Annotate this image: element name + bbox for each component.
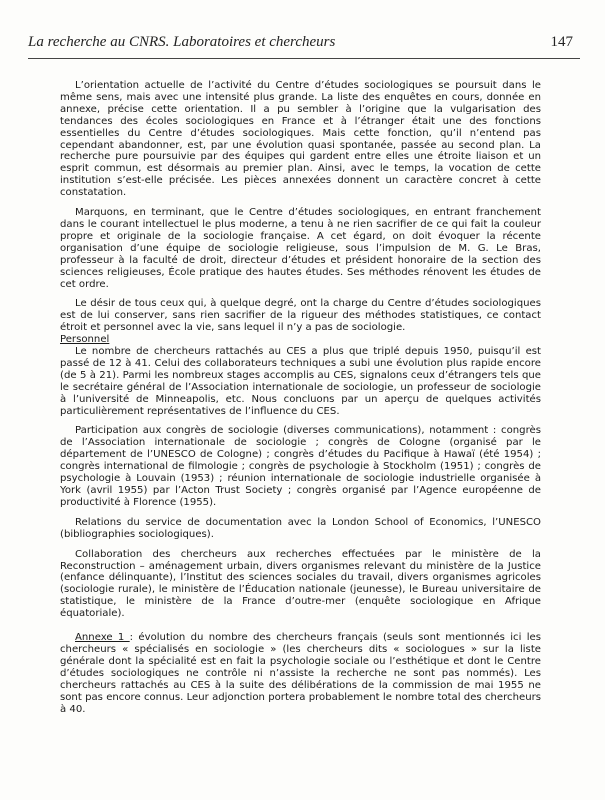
running-title: La recherche au CNRS. Laboratoires et chercheurs (28, 34, 336, 50)
annex-label: Annexe 1 (75, 632, 130, 644)
page-number: 147 (550, 34, 573, 50)
body-text (60, 80, 541, 715)
paragraph-collaboration: Collaboration des chercheurs aux recherches effectuées par le ministère de la Reconstruction – aménagement urbain, divers organismes relevant du ministère de la Justice (enfance délinquante), l’Institut des sciences sociales du travail, divers organismes agricoles (sociologie rurale), le ministère de l’Éducation nationale (jeunesse), le Bureau universitaire de statistique, le ministère de la France d’outre-mer (enquête sociologique en Afrique équatoriale). (60, 548, 541, 620)
paragraph-conclusion: Marquons, en terminant, que le Centre d’études sociologiques, en entrant franchement dans le courant intellectuel le plus moderne, a tenu à ne rien sacrifier de ce qui fait la couleur propre et originale de la sociologie française. A cet égard, on doit évoquer la récente organisation d’une équipe de sociologie religieuse, sous l’impulsion de M. G. Le Bras, professeur à la faculté de droit, directeur d’études et président honoraire de la section des sciences religieuses, École pratique des hautes études. Ses méthodes rénovent les études de cet ordre. (60, 207, 541, 290)
paragraph-orientation: L’orientation actuelle de l’activité du Centre d’études sociologiques se poursuit dans le même sens, mais avec une intensité plus grande. La liste des enquêtes en cours, donnée en annexe, précise cette orientation. Il a pu sembler à l’origine que la vulgarisation des tendances des écoles sociologiques en France et à l’étranger était une des fonctions essentielles du Centre d’études sociologiques. Mais cette fonction, qu’il n’entend pas cependant abandonner, est, par une évolution quasi spontanée, passée au second plan. La recherche pure poursuivie par des équipes qui gardent entre elles une étroite liaison et un esprit commun, est désormais au premier plan. Ainsi, avec le temps, la vocation de cette institution s’est-elle précisée. Les pièces annexées donnent un caractère concret à cette constatation. (60, 80, 541, 199)
paragraph-personnel: Le nombre de chercheurs rattachés au CES a plus que triplé depuis 1950, puisqu’il est passé de 12 à 41. Celui des collaborateurs techniques a subi une évolution plus rapide encore (de 5 à 21). Parmi les nombreux stages accomplis au CES, signalons ceux d’étrangers tels que le secrétaire général de l’Association internationale de sociologie, un professeur de sociologie à l’université de Minneapolis, etc. Nous concluons par un aperçu de quelques activités particulièrement représentatives de l’influence du CES. (60, 346, 541, 417)
paragraph-desire: Le désir de tous ceux qui, à quelque degré, ont la charge du Centre d’études sociologiques est de lui conserver, sans rien sacrifier de la rigueur des méthodes statistiques, ce contact étroit et personnel avec la vie, sans lequel il n’y a pas de sociologie. (60, 298, 541, 334)
paragraph-documentation: Relations du service de documentation avec la London School of Economics, l’UNESCO (bibliographies sociologiques). (60, 516, 541, 540)
annex-text: : évolution du nombre des chercheurs français (seuls sont mentionnés ici les chercheurs « spécialisés en sociologie » (les chercheurs dits « sociologues » sur la liste générale dont la spécialité est en fait la psychologie sociale ou l’esthétique et dont le Centre d’études sociologiques ne contrôle ni n’assiste la recherche ne sont pas nommés). Les chercheurs rattachés au CES à la suite des délibérations de la commission de mai 1955 ne sont pas encore connus. Leur adjonction portera probablement le nombre total des chercheurs à 40. (60, 632, 541, 715)
paragraph-annex-1 (60, 632, 541, 715)
page-header (28, 34, 573, 54)
paragraph-congresses: Participation aux congrès de sociologie (diverses communications), notamment : congrès de l’Association internationale de sociologie ; congrès de Cologne (organisé par le département de l’UNESCO de Cologne) ; congrès d’études du Pacifique à Hawaï (été 1954) ; congrès international de filmologie ; congrès de psychologie à Stockholm (1951) ; congrès de psychologie à Louvain (1953) ; réunion internationale de sociologie industrielle organisée à York (avril 1955) par l’Acton Trust Society ; congrès organisé par l’Agence européenne de productivité à Florence (1955). (60, 425, 541, 508)
header-rule (28, 58, 580, 59)
section-heading-personnel: Personnel (60, 334, 110, 346)
